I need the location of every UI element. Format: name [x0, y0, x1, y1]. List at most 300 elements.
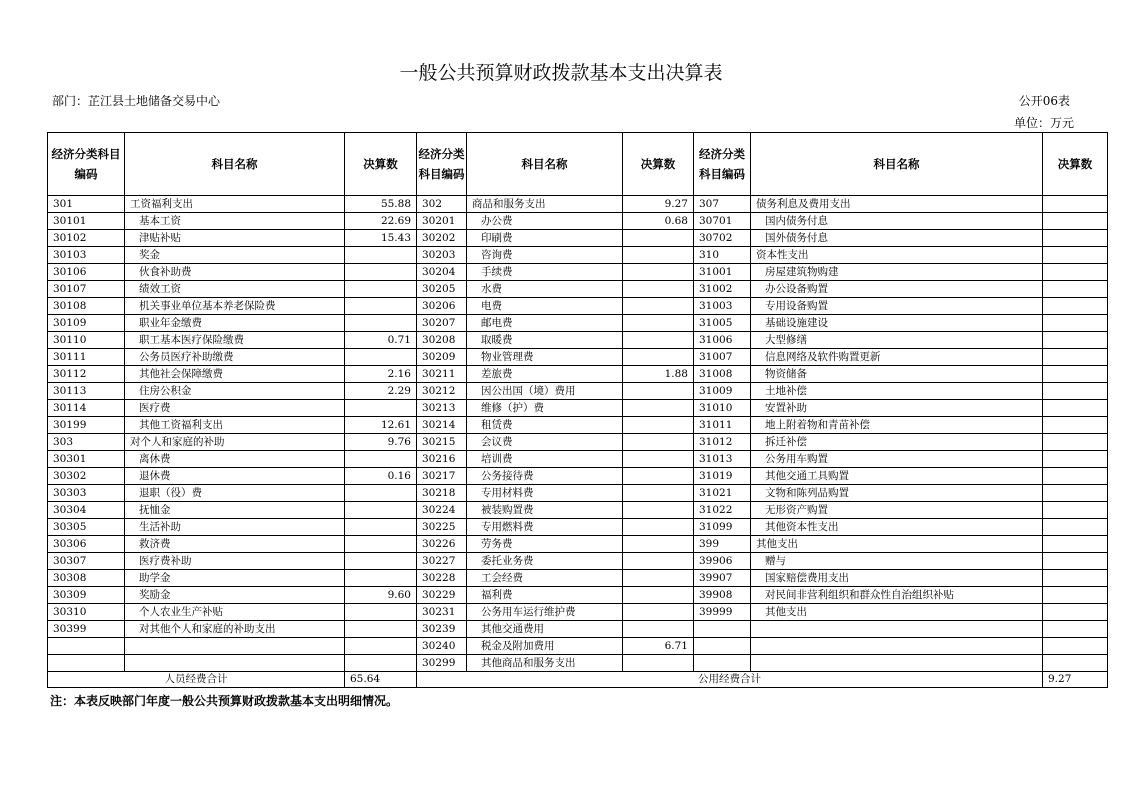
cell-amount: 9.27: [623, 196, 694, 213]
table-row: [48, 451, 1108, 468]
cell-code: 30225: [417, 519, 467, 536]
cell-code: 31002: [694, 281, 751, 298]
table-row: [48, 434, 1108, 451]
cell-amount: 0.71: [345, 332, 417, 349]
page-title: 一般公共预算财政拨款基本支出决算表: [399, 62, 723, 84]
cell-amount: [1043, 655, 1108, 672]
cell-code: 30211: [417, 366, 467, 383]
cell-code: 30108: [48, 298, 125, 315]
cell-code: 31013: [694, 451, 751, 468]
cell-name: 物资储备: [751, 366, 1043, 383]
cell-name: [751, 621, 1043, 638]
table-row: [48, 502, 1108, 519]
cell-name: 房屋建筑物购建: [751, 264, 1043, 281]
cell-amount: [1043, 264, 1108, 281]
cell-amount: [1043, 434, 1108, 451]
cell-code: 31021: [694, 485, 751, 502]
cell-amount: [1043, 604, 1108, 621]
cell-code: 31008: [694, 366, 751, 383]
table-row: [48, 264, 1108, 281]
cell-name: 邮电费: [467, 315, 623, 332]
cell-amount: [1043, 451, 1108, 468]
cell-name: 医疗费: [125, 400, 345, 417]
cell-name: 公务用车购置: [751, 451, 1043, 468]
cell-code: [48, 655, 125, 672]
cell-name: 其他支出: [751, 536, 1043, 553]
cell-code: 31003: [694, 298, 751, 315]
cell-name: 其他工资福利支出: [125, 417, 345, 434]
cell-code: 30201: [417, 213, 467, 230]
cell-amount: [623, 349, 694, 366]
cell-name: 拆迁补偿: [751, 434, 1043, 451]
cell-code: 30399: [48, 621, 125, 638]
cell-name: 物业管理费: [467, 349, 623, 366]
table-row: [48, 604, 1108, 621]
cell-name: 专用设备购置: [751, 298, 1043, 315]
cell-amount: [1043, 383, 1108, 400]
cell-name: [125, 655, 345, 672]
cell-code: 30110: [48, 332, 125, 349]
cell-amount: [623, 281, 694, 298]
cell-name: 伙食补助费: [125, 264, 345, 281]
cell-name: 安置补助: [751, 400, 1043, 417]
cell-name: [751, 638, 1043, 655]
cell-name: 资本性支出: [751, 247, 1043, 264]
cell-name: 无形资产购置: [751, 502, 1043, 519]
cell-code: 30103: [48, 247, 125, 264]
cell-amount: [1043, 553, 1108, 570]
cell-name: 办公费: [467, 213, 623, 230]
header-amount-1: 决算数: [345, 133, 417, 196]
cell-code: [694, 621, 751, 638]
cell-name: 职工基本医疗保险缴费: [125, 332, 345, 349]
cell-code: 30305: [48, 519, 125, 536]
cell-name: 奖励金: [125, 587, 345, 604]
cell-amount: 2.16: [345, 366, 417, 383]
header-name-2: 科目名称: [467, 133, 623, 196]
cell-code: 30204: [417, 264, 467, 281]
cell-name: 国内债务付息: [751, 213, 1043, 230]
cell-name: 退职（役）费: [125, 485, 345, 502]
cell-code: 30303: [48, 485, 125, 502]
cell-amount: [1043, 485, 1108, 502]
cell-amount: [1043, 230, 1108, 247]
cell-name: 其他交通费用: [467, 621, 623, 638]
cell-name: 赠与: [751, 553, 1043, 570]
cell-name: 税金及附加费用: [467, 638, 623, 655]
table-row: [48, 485, 1108, 502]
cell-amount: [1043, 587, 1108, 604]
cell-name: 公务接待费: [467, 468, 623, 485]
cell-amount: [345, 570, 417, 587]
cell-code: 31012: [694, 434, 751, 451]
cell-name: 其他资本性支出: [751, 519, 1043, 536]
table-row: [48, 383, 1108, 400]
cell-code: 30224: [417, 502, 467, 519]
cell-amount: 9.60: [345, 587, 417, 604]
cell-code: 31019: [694, 468, 751, 485]
table-row: [48, 638, 1108, 655]
cell-amount: [1043, 349, 1108, 366]
cell-amount: [623, 332, 694, 349]
cell-name: 其他社会保障缴费: [125, 366, 345, 383]
cell-code: 30109: [48, 315, 125, 332]
cell-code: 30209: [417, 349, 467, 366]
cell-amount: [1043, 536, 1108, 553]
unit-label: 单位：万元: [1013, 116, 1074, 130]
cell-code: 30101: [48, 213, 125, 230]
table-row: [48, 196, 1108, 213]
cell-amount: [345, 247, 417, 264]
cell-amount: [623, 604, 694, 621]
cell-amount: [345, 400, 417, 417]
cell-amount: [345, 604, 417, 621]
cell-amount: 1.88: [623, 366, 694, 383]
cell-code: 30199: [48, 417, 125, 434]
cell-code: [48, 638, 125, 655]
cell-amount: 0.68: [623, 213, 694, 230]
cell-name: 专用燃料费: [467, 519, 623, 536]
cell-amount: [345, 485, 417, 502]
cell-name: 绩效工资: [125, 281, 345, 298]
table-row: [48, 298, 1108, 315]
cell-name: 津贴补贴: [125, 230, 345, 247]
cell-amount: [623, 315, 694, 332]
personnel-total-label: 人员经费合计: [48, 672, 345, 688]
cell-code: 30107: [48, 281, 125, 298]
cell-amount: [345, 536, 417, 553]
cell-code: 30302: [48, 468, 125, 485]
cell-amount: [1043, 638, 1108, 655]
cell-code: 31009: [694, 383, 751, 400]
table-row: [48, 247, 1108, 264]
table-row: [48, 400, 1108, 417]
cell-amount: [345, 519, 417, 536]
cell-code: 30217: [417, 468, 467, 485]
cell-name: 电费: [467, 298, 623, 315]
cell-name: 对民间非营利组织和群众性自治组织补贴: [751, 587, 1043, 604]
cell-name: 基础设施建设: [751, 315, 1043, 332]
cell-amount: [623, 519, 694, 536]
table-row: [48, 230, 1108, 247]
cell-name: 国家赔偿费用支出: [751, 570, 1043, 587]
cell-amount: [345, 315, 417, 332]
cell-amount: [1043, 570, 1108, 587]
cell-name: 培训费: [467, 451, 623, 468]
cell-name: 生活补助: [125, 519, 345, 536]
cell-amount: [623, 536, 694, 553]
cell-code: 31005: [694, 315, 751, 332]
cell-code: 30299: [417, 655, 467, 672]
cell-amount: 0.16: [345, 468, 417, 485]
cell-name: 委托业务费: [467, 553, 623, 570]
cell-code: 30227: [417, 553, 467, 570]
cell-amount: 55.88: [345, 196, 417, 213]
cell-code: 31099: [694, 519, 751, 536]
cell-code: [694, 655, 751, 672]
cell-name: 其他支出: [751, 604, 1043, 621]
cell-code: 30240: [417, 638, 467, 655]
cell-name: 机关事业单位基本养老保险费: [125, 298, 345, 315]
table-row: [48, 570, 1108, 587]
public-total-label: 公用经费合计: [417, 672, 1043, 688]
cell-name: 助学金: [125, 570, 345, 587]
cell-amount: [345, 298, 417, 315]
cell-amount: 22.69: [345, 213, 417, 230]
cell-name: 专用材料费: [467, 485, 623, 502]
cell-code: 30228: [417, 570, 467, 587]
cell-code: 310: [694, 247, 751, 264]
cell-name: 奖金: [125, 247, 345, 264]
cell-code: 31001: [694, 264, 751, 281]
table-row: [48, 536, 1108, 553]
cell-amount: [623, 400, 694, 417]
cell-name: 咨询费: [467, 247, 623, 264]
cell-code: 30202: [417, 230, 467, 247]
cell-code: 301: [48, 196, 125, 213]
cell-code: 303: [48, 434, 125, 451]
cell-code: 30216: [417, 451, 467, 468]
cell-code: 30208: [417, 332, 467, 349]
cell-amount: [345, 281, 417, 298]
header-row: [48, 133, 1108, 196]
cell-code: 30113: [48, 383, 125, 400]
cell-code: 30702: [694, 230, 751, 247]
cell-name: 抚恤金: [125, 502, 345, 519]
cell-amount: [623, 553, 694, 570]
cell-amount: [623, 655, 694, 672]
cell-code: 399: [694, 536, 751, 553]
cell-name: 被装购置费: [467, 502, 623, 519]
table-row: [48, 587, 1108, 604]
cell-amount: [623, 570, 694, 587]
cell-code: 307: [694, 196, 751, 213]
cell-name: 印刷费: [467, 230, 623, 247]
cell-amount: [1043, 196, 1108, 213]
cell-code: 30214: [417, 417, 467, 434]
cell-amount: [1043, 315, 1108, 332]
form-number: 公开06表: [1018, 94, 1070, 108]
cell-name: 退休费: [125, 468, 345, 485]
cell-name: 土地补偿: [751, 383, 1043, 400]
cell-code: 31022: [694, 502, 751, 519]
cell-code: 30205: [417, 281, 467, 298]
cell-code: 30212: [417, 383, 467, 400]
cell-amount: [1043, 298, 1108, 315]
cell-code: 302: [417, 196, 467, 213]
cell-amount: [1043, 400, 1108, 417]
cell-code: 30203: [417, 247, 467, 264]
header-code-1: 经济分类科目编码: [48, 133, 125, 196]
cell-code: 30112: [48, 366, 125, 383]
cell-name: 大型修缮: [751, 332, 1043, 349]
cell-code: 30307: [48, 553, 125, 570]
header-amount-2: 决算数: [623, 133, 694, 196]
table-row: [48, 621, 1108, 638]
table-row: [48, 281, 1108, 298]
table-row: [48, 349, 1108, 366]
table-row: [48, 315, 1108, 332]
cell-amount: 6.71: [623, 638, 694, 655]
cell-name: 办公设备购置: [751, 281, 1043, 298]
cell-name: 取暖费: [467, 332, 623, 349]
cell-amount: [623, 468, 694, 485]
cell-amount: [623, 417, 694, 434]
cell-code: 30306: [48, 536, 125, 553]
cell-name: 住房公积金: [125, 383, 345, 400]
table-row: [48, 213, 1108, 230]
cell-amount: [623, 434, 694, 451]
cell-code: 30229: [417, 587, 467, 604]
cell-name: 债务利息及费用支出: [751, 196, 1043, 213]
cell-amount: [623, 230, 694, 247]
cell-name: [125, 638, 345, 655]
cell-code: 30218: [417, 485, 467, 502]
cell-name: 商品和服务支出: [467, 196, 623, 213]
cell-code: 30213: [417, 400, 467, 417]
cell-amount: [1043, 468, 1108, 485]
cell-code: 30301: [48, 451, 125, 468]
cell-name: 文物和陈列品购置: [751, 485, 1043, 502]
cell-code: 30309: [48, 587, 125, 604]
cell-amount: [345, 349, 417, 366]
cell-code: 30226: [417, 536, 467, 553]
cell-code: [694, 638, 751, 655]
cell-name: 信息网络及软件购置更新: [751, 349, 1043, 366]
header-code-2: 经济分类科目编码: [417, 133, 467, 196]
cell-code: 39999: [694, 604, 751, 621]
cell-name: 工会经费: [467, 570, 623, 587]
cell-name: 手续费: [467, 264, 623, 281]
cell-amount: [1043, 417, 1108, 434]
cell-amount: [1043, 332, 1108, 349]
cell-amount: [623, 383, 694, 400]
cell-name: 医疗费补助: [125, 553, 345, 570]
header-amount-3: 决算数: [1043, 133, 1108, 196]
header-name-1: 科目名称: [125, 133, 345, 196]
totals-row: [48, 672, 1108, 688]
header-name-3: 科目名称: [751, 133, 1043, 196]
cell-name: 职业年金缴费: [125, 315, 345, 332]
table-row: [48, 519, 1108, 536]
cell-amount: [345, 655, 417, 672]
cell-name: 其他交通工具购置: [751, 468, 1043, 485]
cell-code: 30114: [48, 400, 125, 417]
cell-code: 31011: [694, 417, 751, 434]
table-row: [48, 468, 1108, 485]
cell-amount: [1043, 281, 1108, 298]
cell-code: 39908: [694, 587, 751, 604]
cell-amount: 12.61: [345, 417, 417, 434]
cell-code: 30310: [48, 604, 125, 621]
cell-name: 公务员医疗补助缴费: [125, 349, 345, 366]
table-body: [48, 196, 1108, 672]
cell-amount: [623, 587, 694, 604]
cell-amount: [623, 298, 694, 315]
cell-code: 30239: [417, 621, 467, 638]
cell-name: 差旅费: [467, 366, 623, 383]
cell-name: 租赁费: [467, 417, 623, 434]
cell-name: 福利费: [467, 587, 623, 604]
cell-amount: 2.29: [345, 383, 417, 400]
cell-amount: [1043, 366, 1108, 383]
cell-amount: 9.76: [345, 434, 417, 451]
cell-amount: 15.43: [345, 230, 417, 247]
personnel-total-value: 65.64: [345, 672, 417, 688]
cell-name: 水费: [467, 281, 623, 298]
cell-amount: [345, 451, 417, 468]
cell-code: 30102: [48, 230, 125, 247]
cell-name: 对个人和家庭的补助: [125, 434, 345, 451]
table-row: [48, 553, 1108, 570]
cell-amount: [1043, 502, 1108, 519]
cell-amount: [623, 502, 694, 519]
cell-amount: [345, 502, 417, 519]
cell-code: 30304: [48, 502, 125, 519]
cell-name: 工资福利支出: [125, 196, 345, 213]
cell-name: 地上附着物和青苗补偿: [751, 417, 1043, 434]
public-total-value: 9.27: [1043, 672, 1108, 688]
expenditure-table: [47, 132, 1108, 688]
cell-amount: [345, 638, 417, 655]
cell-amount: [1043, 621, 1108, 638]
cell-amount: [623, 247, 694, 264]
cell-code: 30701: [694, 213, 751, 230]
cell-amount: [345, 553, 417, 570]
cell-code: 30111: [48, 349, 125, 366]
cell-code: 30207: [417, 315, 467, 332]
cell-code: 39906: [694, 553, 751, 570]
cell-name: 救济费: [125, 536, 345, 553]
department-label: 部门：芷江县土地储备交易中心: [52, 94, 221, 108]
cell-name: 对其他个人和家庭的补助支出: [125, 621, 345, 638]
cell-amount: [1043, 519, 1108, 536]
cell-code: 30206: [417, 298, 467, 315]
table-row: [48, 366, 1108, 383]
cell-code: 39907: [694, 570, 751, 587]
footnote: 注：本表反映部门年度一般公共预算财政拨款基本支出明细情况。: [50, 694, 399, 708]
cell-code: 30308: [48, 570, 125, 587]
cell-name: 离休费: [125, 451, 345, 468]
cell-code: 30106: [48, 264, 125, 281]
cell-code: 30215: [417, 434, 467, 451]
cell-amount: [1043, 213, 1108, 230]
cell-code: 30231: [417, 604, 467, 621]
cell-name: 劳务费: [467, 536, 623, 553]
table-row: [48, 417, 1108, 434]
table-row: [48, 332, 1108, 349]
cell-name: 其他商品和服务支出: [467, 655, 623, 672]
cell-name: 会议费: [467, 434, 623, 451]
cell-name: 国外债务付息: [751, 230, 1043, 247]
header-code-3: 经济分类科目编码: [694, 133, 751, 196]
cell-amount: [623, 451, 694, 468]
cell-amount: [345, 264, 417, 281]
cell-amount: [623, 485, 694, 502]
cell-code: 31007: [694, 349, 751, 366]
cell-amount: [1043, 247, 1108, 264]
cell-name: 基本工资: [125, 213, 345, 230]
cell-amount: [623, 264, 694, 281]
cell-name: 维修（护）费: [467, 400, 623, 417]
cell-name: 因公出国（境）费用: [467, 383, 623, 400]
cell-amount: [345, 621, 417, 638]
table-row: [48, 655, 1108, 672]
cell-name: 公务用车运行维护费: [467, 604, 623, 621]
cell-name: 个人农业生产补贴: [125, 604, 345, 621]
cell-name: [751, 655, 1043, 672]
cell-code: 31010: [694, 400, 751, 417]
